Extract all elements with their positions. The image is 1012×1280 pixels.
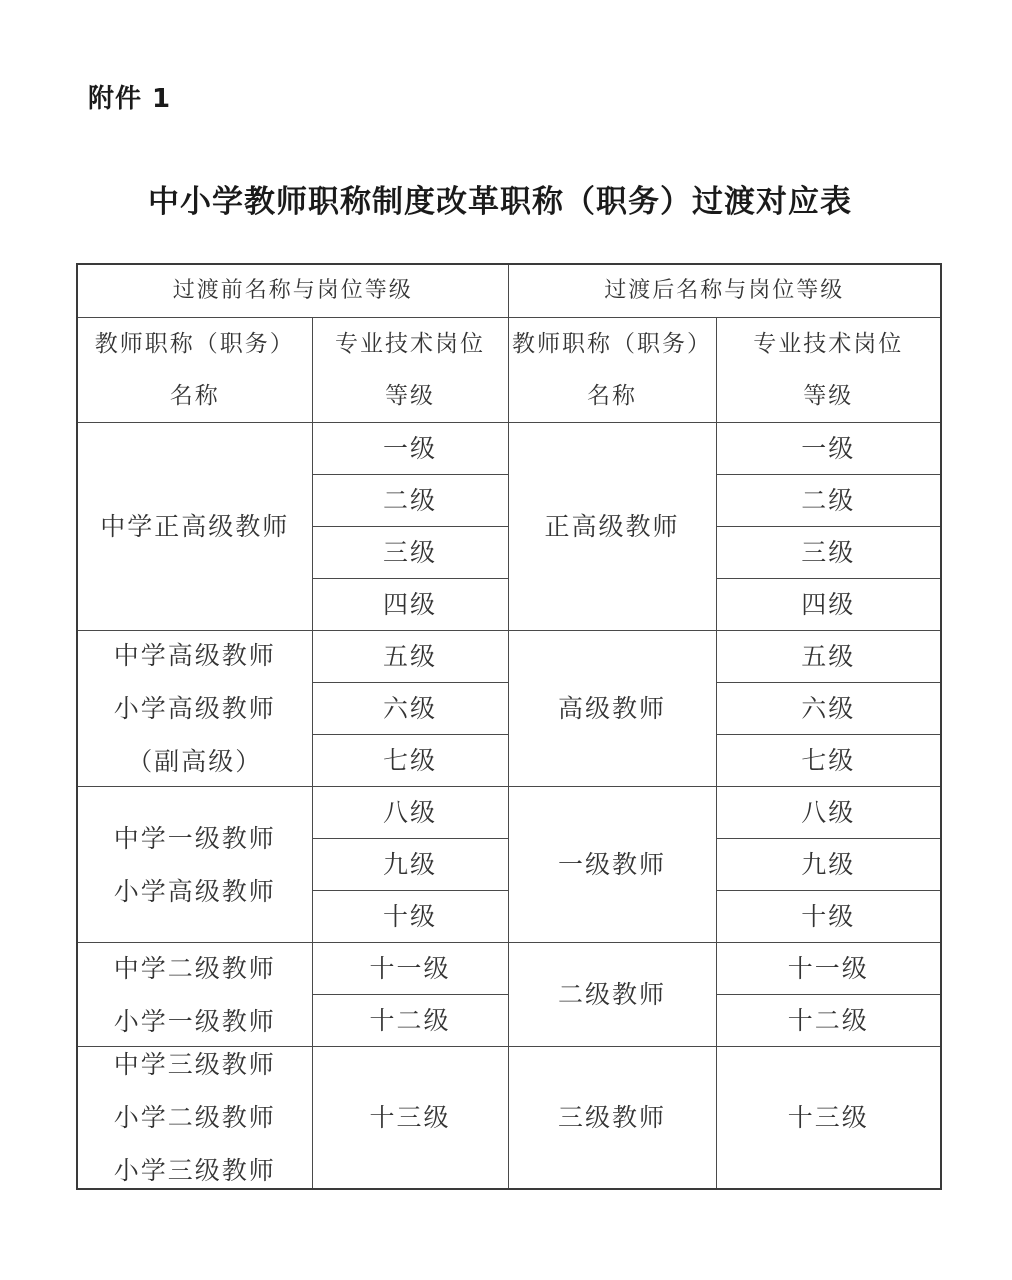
- before-grade-cell: 七级: [312, 735, 508, 787]
- header-line: 名称: [587, 383, 638, 409]
- grade-row: [77, 943, 941, 995]
- attachment-label: 附件 1: [88, 84, 172, 114]
- before-title-line: 小学一级教师: [113, 1006, 276, 1036]
- before-grade-cell: 五级: [312, 631, 508, 683]
- group-header-row: [77, 264, 941, 318]
- before-title-cell: [77, 787, 312, 943]
- after-grade-col-header: [716, 318, 941, 423]
- before-title-line: 小学三级教师: [113, 1156, 276, 1185]
- before-title-cell: [77, 1047, 312, 1190]
- grade-row: [77, 1047, 941, 1190]
- before-grade-cell: 一级: [312, 423, 508, 475]
- grade-row: [77, 631, 941, 683]
- after-grade-cell: 十三级: [716, 1047, 941, 1190]
- after-grade-cell: 十级: [716, 891, 941, 943]
- after-grade-cell: 六级: [716, 683, 941, 735]
- before-title-line: 小学二级教师: [113, 1103, 276, 1132]
- before-title-cell: [77, 943, 312, 1047]
- before-title-line: 小学高级教师: [113, 694, 276, 723]
- after-title-col-header: [508, 318, 716, 423]
- after-grade-cell: 八级: [716, 787, 941, 839]
- before-title-line: 小学高级教师: [113, 876, 276, 906]
- header-line: 名称: [169, 383, 220, 409]
- before-title-line: 中学高级教师: [113, 641, 276, 670]
- before-grade-cell: 十三级: [312, 1047, 508, 1190]
- after-title-cell: 三级教师: [508, 1047, 716, 1190]
- grade-row: [77, 787, 941, 839]
- after-title-cell: 二级教师: [508, 943, 716, 1047]
- before-group-header: 过渡前名称与岗位等级: [77, 264, 508, 318]
- after-grade-cell: 二级: [716, 475, 941, 527]
- before-grade-cell: 四级: [312, 579, 508, 631]
- document-title: 中小学教师职称制度改革职称（职务）过渡对应表: [148, 184, 852, 220]
- before-title-line: 中学二级教师: [113, 953, 276, 983]
- before-title-line: 中学正高级教师: [100, 512, 290, 541]
- transition-table: [76, 263, 942, 1190]
- grade-row: [77, 423, 941, 475]
- header-line: 专业技术岗位: [335, 331, 485, 357]
- before-title-line: （副高级）: [127, 747, 263, 776]
- before-title-line: 中学一级教师: [113, 823, 276, 853]
- header-line: 等级: [385, 383, 435, 409]
- bottom-margin: [0, 1220, 1012, 1280]
- column-header-row: [77, 318, 941, 423]
- before-grade-cell: 六级: [312, 683, 508, 735]
- after-grade-cell: 九级: [716, 839, 941, 891]
- after-title-cell: 高级教师: [508, 631, 716, 787]
- before-grade-cell: 九级: [312, 839, 508, 891]
- after-grade-cell: 一级: [716, 423, 941, 475]
- after-grade-cell: 十一级: [716, 943, 941, 995]
- after-grade-cell: 十二级: [716, 995, 941, 1047]
- after-grade-cell: 五级: [716, 631, 941, 683]
- before-title-col-header: [77, 318, 312, 423]
- after-group-header: 过渡后名称与岗位等级: [508, 264, 941, 318]
- before-grade-col-header: [312, 318, 508, 423]
- before-grade-cell: 三级: [312, 527, 508, 579]
- after-grade-cell: 七级: [716, 735, 941, 787]
- after-title-cell: 正高级教师: [508, 423, 716, 631]
- header-line: 等级: [803, 383, 854, 409]
- before-grade-cell: 十级: [312, 891, 508, 943]
- header-line: 教师职称（职务）: [94, 331, 295, 357]
- before-grade-cell: 二级: [312, 475, 508, 527]
- before-grade-cell: 八级: [312, 787, 508, 839]
- after-grade-cell: 三级: [716, 527, 941, 579]
- before-title-line: 中学三级教师: [113, 1050, 276, 1079]
- header-line: 教师职称（职务）: [512, 331, 713, 357]
- header-line: 专业技术岗位: [753, 331, 904, 357]
- before-title-cell: [77, 631, 312, 787]
- before-grade-cell: 十二级: [312, 995, 508, 1047]
- after-grade-cell: 四级: [716, 579, 941, 631]
- before-grade-cell: 十一级: [312, 943, 508, 995]
- before-title-cell: [77, 423, 312, 631]
- after-title-cell: 一级教师: [508, 787, 716, 943]
